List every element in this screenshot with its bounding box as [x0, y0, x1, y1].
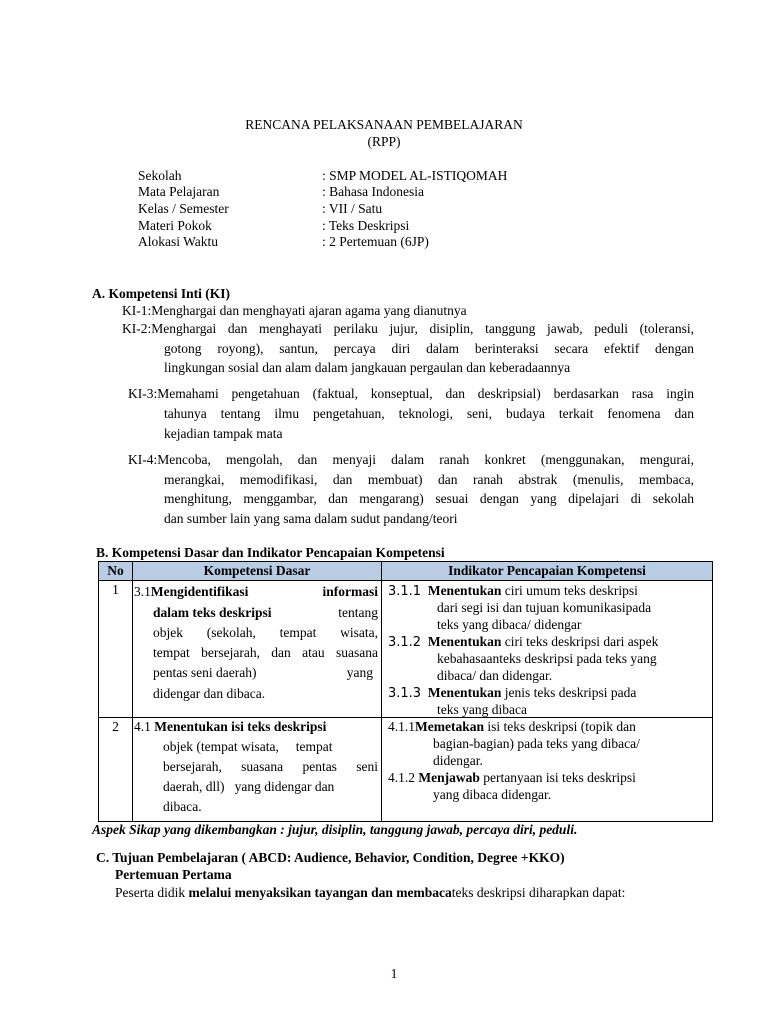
ki-1: KI-1:Menghargai dan menghayati ajaran agama yang dianutnya	[122, 303, 467, 318]
ki-2-line: gotong royong), santun, percaya diri dalam berinteraksi secara efektif dengan	[164, 341, 694, 356]
info-value: : SMP MODEL AL-ISTIQOMAH	[322, 168, 508, 183]
tujuan-text: teks deskripsi diharapkan dapat:	[451, 885, 626, 900]
ki-3-line: kejadian tampak mata	[164, 426, 283, 441]
kd-line	[153, 604, 378, 621]
indikator-number: 3.1.1	[388, 584, 422, 599]
indikator-text: ciri teks deskripsi dari aspek	[501, 634, 659, 649]
tujuan-bold: melalui menyaksikan tayangan dan membaca	[188, 885, 452, 900]
table-row	[99, 718, 713, 822]
indikator-item	[388, 633, 658, 651]
kd-number: 3.1	[134, 584, 151, 599]
pertemuan-pertama: Pertemuan Pertama	[115, 867, 232, 882]
kd-bold: Menentukan isi teks deskripsi	[154, 719, 327, 734]
section-b-heading: B. Kompetensi Dasar dan Indikator Pencapaian Kompetensi	[96, 545, 445, 560]
kd-text: daerah, dll) yang didengar dan	[163, 779, 335, 794]
kd-bold: informasi	[322, 584, 378, 599]
indikator-text: bagian-bagian) pada teks yang dibaca/	[433, 736, 640, 751]
kd-text: bersejarah, suasana pentas seni	[163, 759, 378, 774]
indikator-text: yang dibaca didengar.	[433, 787, 552, 802]
indikator-item	[388, 582, 638, 600]
info-value: : VII / Satu	[322, 201, 383, 216]
row-number-text: 1	[112, 582, 119, 597]
indikator-text: kebahasaanteks deskripsi pada teks yang	[437, 651, 657, 666]
kd-text: objek (tempat wisata, tempat	[163, 739, 333, 754]
info-row-materi-pokok	[138, 217, 698, 234]
aspek-sikap: Aspek Sikap yang dikembangkan : jujur, disiplin, tanggung jawab, percaya diri, peduli.	[92, 822, 578, 837]
kd-text: yang	[346, 665, 373, 680]
info-row-alokasi-waktu	[138, 233, 698, 250]
indikator-bold: Menjawab	[418, 770, 480, 785]
indikator-text: didengar.	[433, 753, 483, 768]
kd-text: dibaca.	[163, 799, 202, 814]
info-label: Kelas / Semester	[138, 201, 229, 216]
col-header-ipk: Indikator Pencapaian Kompetensi	[382, 562, 713, 581]
kd-bold: dalam teks deskripsi	[153, 605, 272, 620]
indikator-item	[388, 718, 636, 735]
document-subtitle: (RPP)	[367, 134, 401, 149]
col-header-kd: Kompetensi Dasar	[133, 562, 382, 581]
indikator-bold: Menentukan	[427, 634, 502, 649]
indikator-bold: Memetakan	[415, 719, 484, 734]
indikator-item	[388, 684, 636, 702]
info-label: Alokasi Waktu	[138, 234, 219, 249]
indikator-text: pertanyaan isi teks deskripsi	[479, 770, 636, 785]
ki-3-line: KI-3:Memahami pengetahuan (faktual, konseptual, dan deskripsial) berdasarkan rasa ingin	[128, 386, 694, 401]
ipk-cell	[382, 581, 713, 718]
indikator-bold: Menentukan	[427, 583, 502, 598]
kd-line	[134, 718, 326, 735]
kompetensi-table	[98, 561, 713, 822]
kd-number: 4.1	[134, 719, 155, 734]
indikator-text: teks yang dibaca/ didengar	[437, 617, 582, 632]
kd-text: objek (sekolah, tempat wisata,	[153, 625, 378, 640]
page-number: 1	[390, 966, 398, 981]
info-label: Sekolah	[138, 168, 182, 183]
kd-text: pentas seni daerah)	[153, 665, 257, 680]
kd-text: tempat bersejarah, dan atau suasana	[153, 645, 378, 660]
indikator-text: dari segi isi dan tujuan komunikasipada	[437, 600, 652, 615]
info-row-sekolah	[138, 167, 698, 184]
table-header-row	[99, 562, 713, 581]
table-row	[99, 581, 713, 718]
info-value: : Teks Deskripsi	[322, 218, 410, 233]
ki-3-line: tahunya tentang ilmu pengetahuan, teknologi, seni, budaya terkait fenomena dan	[164, 406, 694, 421]
kd-cell	[133, 718, 382, 822]
indikator-bold: Menentukan	[427, 685, 502, 700]
info-value: : Bahasa Indonesia	[322, 184, 424, 199]
indikator-number: 4.1.2	[388, 770, 419, 785]
section-c-heading: C. Tujuan Pembelajaran ( ABCD: Audience, Behavior, Condition, Degree +KKO)	[96, 850, 565, 865]
kd-cell	[133, 581, 382, 718]
info-row-mata-pelajaran	[138, 183, 698, 200]
kd-text: didengar dan dibaca.	[153, 686, 266, 701]
indikator-number: 3.1.3	[388, 686, 422, 701]
section-a-heading: A. Kompetensi Inti (KI)	[92, 286, 230, 301]
row-number-text: 2	[112, 719, 119, 734]
tujuan-paragraph	[115, 884, 625, 901]
indikator-text: ciri umum teks deskripsi	[501, 583, 638, 598]
indikator-text: jenis teks deskripsi pada	[501, 685, 637, 700]
document-title: RENCANA PELAKSANAAN PEMBELAJARAN	[245, 117, 523, 132]
ki-4-line: KI-4:Mencoba, mengolah, dan menyaji dalam ranah konkret (menggunakan, mengurai,	[128, 452, 694, 467]
kd-line	[153, 664, 373, 681]
kd-text: tentang	[338, 605, 378, 620]
ki-2-line: lingkungan sosial dan alam dalam jangkauan pergaulan dan keberadaannya	[164, 360, 571, 375]
indikator-number: 3.1.2	[388, 635, 422, 650]
ki-4-line: merangkai, memodifikasi, dan membuat) dan ranah abstrak (menulis, membaca,	[164, 472, 694, 487]
ki-2-line: KI-2:Menghargai dan menghayati perilaku jujur, disiplin, tanggung jawab, peduli (toleransi,	[122, 321, 694, 336]
indikator-text: teks yang dibaca	[437, 702, 527, 717]
kd-line	[134, 583, 378, 600]
info-value: : 2 Pertemuan (6JP)	[322, 234, 429, 249]
col-header-no: No	[99, 562, 133, 581]
ki-4-line: menghitung, menggambar, dan mengarang) sesuai dengan yang dipelajari di sekolah	[164, 491, 694, 506]
indikator-text: isi teks deskripsi (topik dan	[483, 719, 636, 734]
info-row-kelas-semester	[138, 200, 698, 217]
indikator-text: dibaca/ dan didengar.	[437, 668, 553, 683]
ki-4-line: dan sumber lain yang sama dalam sudut pandang/teori	[164, 511, 458, 526]
ipk-cell	[382, 718, 713, 822]
row-number	[99, 718, 133, 822]
kd-bold: Mengidentifikasi	[150, 584, 249, 599]
info-label: Mata Pelajaran	[138, 184, 220, 199]
info-label: Materi Pokok	[138, 218, 212, 233]
indikator-number: 4.1.1	[388, 719, 415, 734]
tujuan-text: Peserta didik	[115, 885, 189, 900]
indikator-item	[388, 769, 636, 786]
row-number	[99, 581, 133, 718]
